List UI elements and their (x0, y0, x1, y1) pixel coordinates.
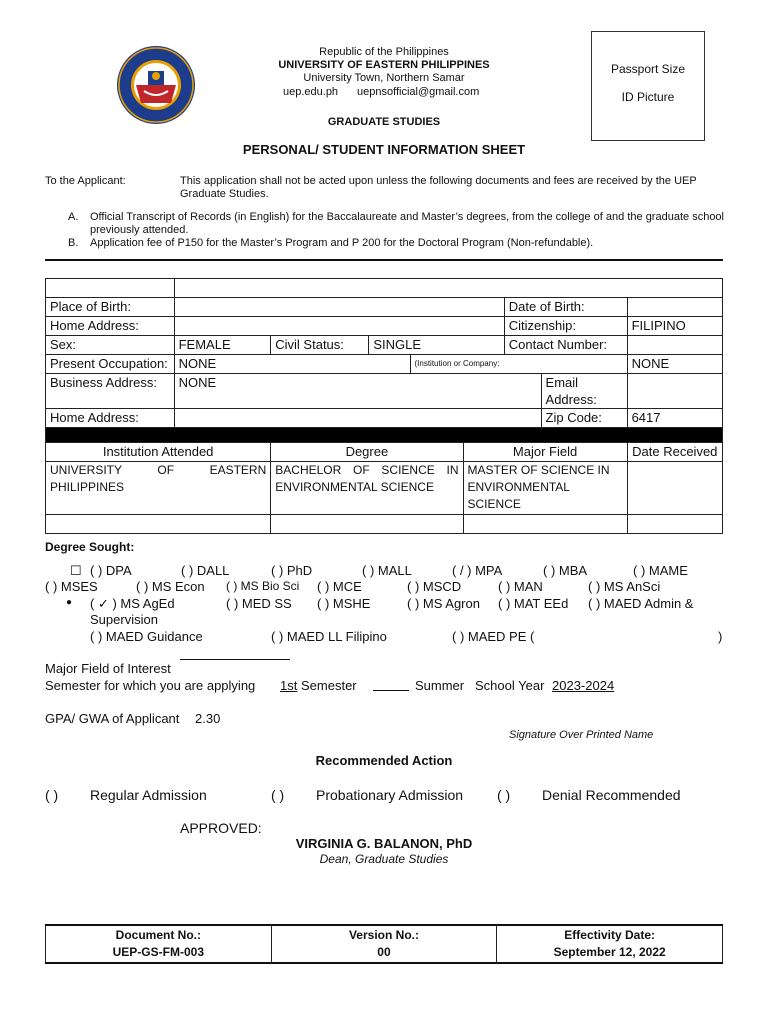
dean-name: VIRGINIA G. BALANON, PhD (295, 836, 473, 851)
zip-row (46, 409, 723, 428)
home-address-field[interactable] (174, 317, 504, 336)
name-row (46, 279, 723, 298)
home-address-label: Home Address: (46, 317, 175, 336)
edu-empty-degree[interactable] (271, 515, 463, 534)
option-mba[interactable]: ( ) MBA (543, 563, 588, 578)
option-mce[interactable]: ( ) MCE (317, 579, 362, 594)
major-field-label: Major Field of Interest (45, 661, 171, 676)
item-a-marker: A. (68, 211, 79, 223)
photo-box-line1: Passport Size (610, 62, 686, 76)
version-value: 00 (377, 945, 391, 959)
business-address-field[interactable]: NONE (174, 374, 541, 409)
semester-word: Semester (301, 678, 357, 693)
signature-label: Signature Over Printed Name (509, 729, 654, 741)
business-address-label: Business Address: (46, 374, 175, 409)
approved-label: APPROVED: (180, 820, 262, 836)
photo-box-line2: ID Picture (621, 90, 675, 104)
email-field[interactable] (627, 374, 722, 409)
major-field-line[interactable] (180, 659, 290, 660)
edu-empty-date[interactable] (627, 515, 722, 534)
citizenship-field[interactable]: FILIPINO (627, 317, 722, 336)
effectivity-value: September 12, 2022 (553, 945, 666, 959)
option-mscd[interactable]: ( ) MSCD (407, 579, 462, 594)
edu-header-institution: Institution Attended (46, 443, 271, 462)
document-number-label: Document No.: (115, 928, 201, 942)
education-row (46, 462, 723, 515)
edu-empty-institution[interactable] (46, 515, 271, 534)
education-empty-row (46, 515, 723, 534)
sex-label: Sex: (46, 336, 175, 355)
option-maed-pe-close: ) (718, 629, 723, 644)
edu-header-date: Date Received (627, 443, 722, 462)
university-address: University Town, Northern Samar (303, 72, 465, 84)
passport-photo-box (591, 31, 705, 141)
email-label: Email Address: (541, 374, 627, 409)
summer-label: Summer (415, 678, 465, 693)
office-name: GRADUATE STUDIES (327, 116, 441, 128)
option-maed-admin-cont: Supervision (90, 612, 158, 627)
checkbox-icon[interactable]: ☐ (70, 563, 82, 578)
personal-info-table (45, 278, 723, 534)
option-mat-eed[interactable]: ( ) MAT EEd (498, 596, 569, 611)
option-dall[interactable]: ( ) DALL (181, 563, 230, 578)
business-row (46, 374, 723, 409)
zip-label: Zip Code: (541, 409, 627, 428)
place-of-birth-field[interactable] (174, 298, 504, 317)
address-row (46, 317, 723, 336)
option-maed-ll-filipino[interactable]: ( ) MAED LL Filipino (271, 629, 387, 644)
denial-recommended-label: Denial Recommended (542, 787, 681, 803)
option-ms-ansci[interactable]: ( ) MS AnSci (588, 579, 661, 594)
citizenship-label: Citizenship: (504, 317, 627, 336)
name-label-cell (46, 279, 175, 298)
edu-institution[interactable]: UNIVERSITY OF EASTERN PHILIPPINES (46, 462, 271, 515)
name-value-cell[interactable] (174, 279, 722, 298)
option-med-ss[interactable]: ( ) MED SS (226, 596, 292, 611)
home-address-2-label: Home Address: (46, 409, 175, 428)
date-of-birth-field[interactable] (627, 298, 722, 317)
home-address-2-field[interactable] (174, 409, 541, 428)
option-ms-agron[interactable]: ( ) MS Agron (407, 596, 480, 611)
item-a-text: Official Transcript of Records (in English) for the Baccalaureate and Master’s degrees, from the college of and the graduate school previously attended. (90, 211, 724, 236)
option-mall[interactable]: ( ) MALL (362, 563, 412, 578)
university-name: UNIVERSITY OF EASTERN PHILIPPINES (278, 59, 490, 71)
option-ms-aged[interactable]: ( ✓ ) MS AgEd (90, 596, 175, 611)
to-applicant-label: To the Applicant: (45, 175, 126, 187)
edu-date[interactable] (627, 462, 722, 515)
document-control-table (45, 924, 723, 964)
document-number-value: UEP-GS-FM-003 (112, 945, 204, 959)
place-of-birth-label: Place of Birth: (46, 298, 175, 317)
option-mpa[interactable]: ( / ) MPA (452, 563, 503, 578)
contact-number-field[interactable] (627, 336, 722, 355)
regular-admission-paren[interactable]: ( ) (45, 787, 59, 803)
edu-header-major: Major Field (463, 443, 627, 462)
option-maed-guidance[interactable]: ( ) MAED Guidance (90, 629, 203, 644)
option-mses[interactable]: ( ) MSES (45, 579, 98, 594)
edu-header-degree: Degree (271, 443, 463, 462)
school-year-value[interactable]: 2023-2024 (552, 678, 615, 693)
civil-status-label: Civil Status: (271, 336, 369, 355)
black-separator-row (46, 428, 723, 443)
gpa-value[interactable]: 2.30 (195, 711, 221, 726)
probationary-admission-paren[interactable]: ( ) (271, 787, 285, 803)
recommended-action-title: Recommended Action (315, 753, 453, 768)
effectivity-label: Effectivity Date: (564, 928, 655, 942)
regular-admission-label: Regular Admission (90, 787, 207, 803)
section-divider (45, 259, 723, 261)
form-title: PERSONAL/ STUDENT INFORMATION SHEET (242, 142, 526, 157)
option-phd[interactable]: ( ) PhD (271, 563, 313, 578)
occupation-field[interactable]: NONE (174, 355, 410, 374)
denial-recommended-paren[interactable]: ( ) (497, 787, 511, 803)
university-email: uepnsofficial@gmail.com (357, 86, 480, 98)
birth-row (46, 298, 723, 317)
instructions-body: This application shall not be acted upon unless the following documents and fees are received by the UEP Graduate Studies. (180, 175, 697, 200)
date-of-birth-label: Date of Birth: (504, 298, 627, 317)
probationary-admission-label: Probationary Admission (316, 787, 464, 803)
bullet-icon: ● (66, 597, 73, 608)
item-b-marker: B. (68, 237, 79, 249)
school-year-label: School Year (475, 678, 545, 693)
semester-label: Semester for which you are applying (45, 678, 256, 693)
summer-blank[interactable] (373, 690, 409, 691)
option-man[interactable]: ( ) MAN (498, 579, 543, 594)
edu-major[interactable]: MASTER OF SCIENCE IN ENVIRONMENTAL SCIENCE (463, 462, 627, 515)
semester-value[interactable]: 1st (280, 678, 298, 693)
edu-empty-major[interactable] (463, 515, 627, 534)
zip-field[interactable]: 6417 (627, 409, 722, 428)
option-ms-bio-sci[interactable]: ( ) MS Bio Sci (226, 579, 300, 593)
occupation-row (46, 355, 723, 374)
document-number-cell (46, 925, 272, 963)
gpa-label: GPA/ GWA of Applicant (45, 711, 180, 726)
version-cell (271, 925, 497, 963)
option-mshe[interactable]: ( ) MSHE (317, 596, 371, 611)
option-ms-econ[interactable]: ( ) MS Econ (136, 579, 205, 594)
option-dpa[interactable]: ( ) DPA (90, 563, 132, 578)
sex-field[interactable]: FEMALE (174, 336, 271, 355)
version-label: Version No.: (348, 928, 419, 942)
effectivity-cell (497, 925, 723, 963)
university-seal-logo (116, 45, 196, 125)
sex-row (46, 336, 723, 355)
edu-degree[interactable]: BACHELOR OF SCIENCE IN ENVIRONMENTAL SCIENCE (271, 462, 463, 515)
education-header-row (46, 443, 723, 462)
contact-number-label: Contact Number: (504, 336, 627, 355)
institution-field[interactable]: NONE (627, 355, 722, 374)
option-maed-admin[interactable]: ( ) MAED Admin & (588, 596, 694, 611)
degree-sought-title: Degree Sought: (45, 540, 135, 554)
institution-label: (Institution or Company: (410, 355, 627, 374)
university-website: uep.edu.ph (283, 86, 339, 98)
occupation-label: Present Occupation: (46, 355, 175, 374)
dean-position: Dean, Graduate Studies (319, 852, 449, 866)
option-mame[interactable]: ( ) MAME (633, 563, 688, 578)
republic-line: Republic of the Philippines (319, 46, 449, 58)
civil-status-field[interactable]: SINGLE (369, 336, 504, 355)
item-b-text: Application fee of P150 for the Master’s Program and P 200 for the Doctoral Program (Non-refundable). (90, 237, 594, 249)
option-maed-pe[interactable]: ( ) MAED PE ( (452, 629, 535, 644)
